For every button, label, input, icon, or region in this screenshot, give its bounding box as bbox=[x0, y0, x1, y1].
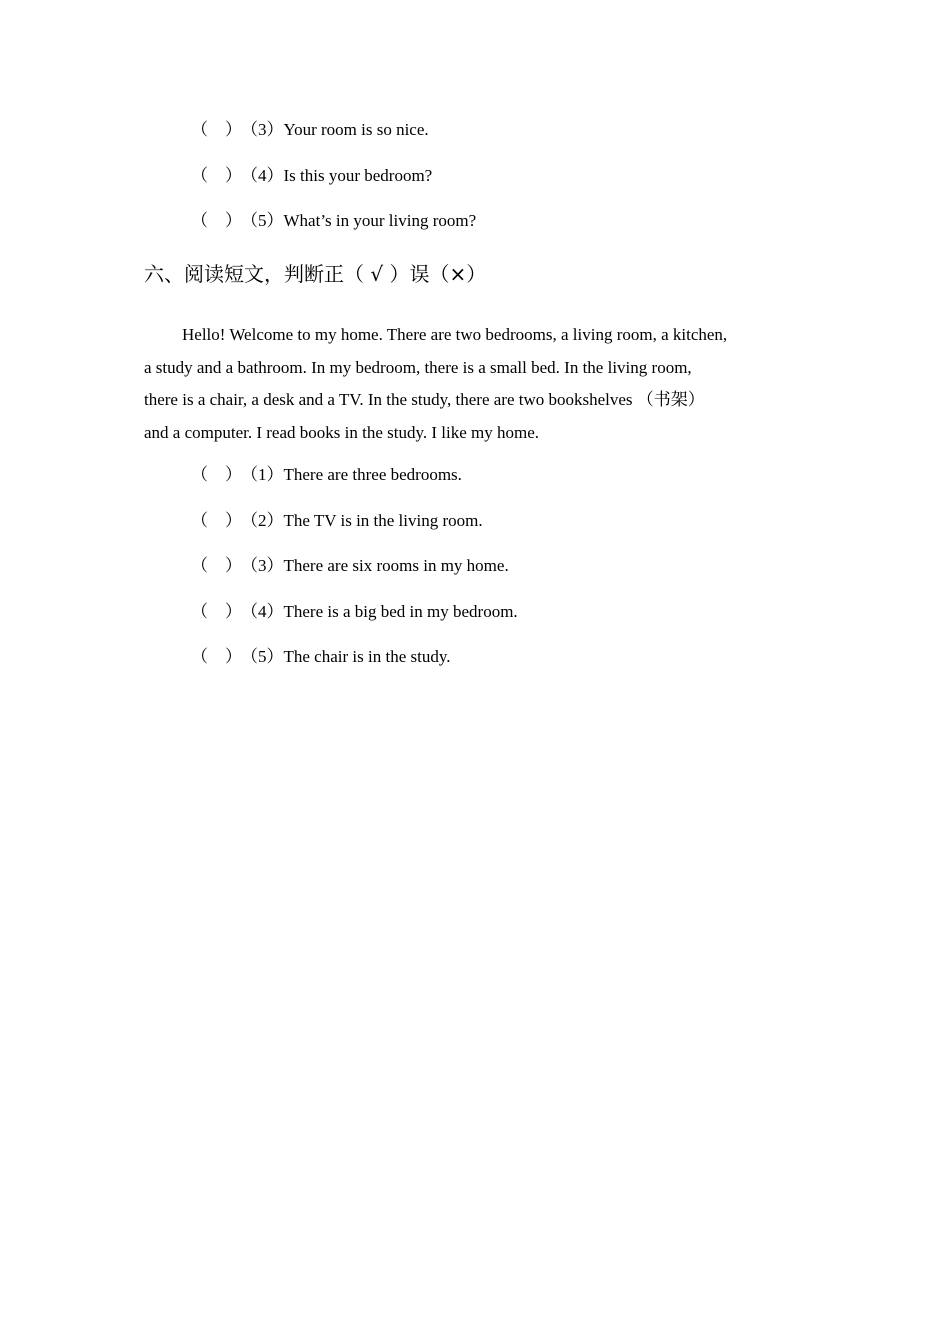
question-text: There is a big bed in my bedroom. bbox=[283, 602, 518, 621]
question-text: Your room is so nice. bbox=[283, 120, 429, 139]
question-item bbox=[191, 510, 483, 532]
question-number: （4） bbox=[241, 166, 284, 185]
question-text: The chair is in the study. bbox=[283, 647, 451, 666]
question-number: （1） bbox=[241, 465, 284, 484]
passage-line: a study and a bathroom. In my bedroom, there is a small bed. In the living room, bbox=[144, 357, 692, 377]
passage-line: and a computer. I read books in the study. I like my home. bbox=[144, 422, 540, 442]
question-item bbox=[191, 165, 432, 187]
answer-blank: （ ） bbox=[191, 602, 242, 621]
question-item bbox=[191, 464, 462, 486]
question-item bbox=[191, 555, 509, 577]
answer-blank: （ ） bbox=[191, 465, 242, 484]
question-item bbox=[191, 601, 518, 623]
question-number: （2） bbox=[241, 511, 284, 530]
passage-line: Hello! Welcome to my home. There are two bedrooms, a living room, a kitchen, bbox=[182, 325, 728, 344]
answer-blank: （ ） bbox=[191, 511, 242, 530]
question-text: There are three bedrooms. bbox=[283, 465, 462, 484]
reading-passage bbox=[144, 319, 814, 449]
question-text: What’s in your living room? bbox=[283, 211, 477, 230]
question-item bbox=[191, 210, 476, 232]
question-number: （4） bbox=[241, 602, 284, 621]
question-text: The TV is in the living room. bbox=[283, 511, 483, 530]
answer-blank: （ ） bbox=[191, 120, 242, 139]
question-number: （5） bbox=[241, 647, 284, 666]
answer-blank: （ ） bbox=[191, 556, 242, 575]
answer-blank: （ ） bbox=[191, 211, 242, 230]
passage-line: there is a chair, a desk and a TV. In the study, there are two bookshelves （书架） bbox=[144, 390, 705, 409]
answer-blank: （ ） bbox=[191, 166, 242, 185]
question-number: （5） bbox=[241, 211, 284, 230]
section-title: 六、阅读短文，判断正（ √ ）误（×） bbox=[144, 262, 487, 286]
question-item bbox=[191, 646, 450, 668]
question-number: （3） bbox=[241, 120, 284, 139]
question-number: （3） bbox=[241, 556, 284, 575]
answer-blank: （ ） bbox=[191, 647, 242, 666]
question-text: There are six rooms in my home. bbox=[283, 556, 509, 575]
question-text: Is this your bedroom? bbox=[283, 166, 433, 185]
question-item bbox=[191, 119, 429, 141]
